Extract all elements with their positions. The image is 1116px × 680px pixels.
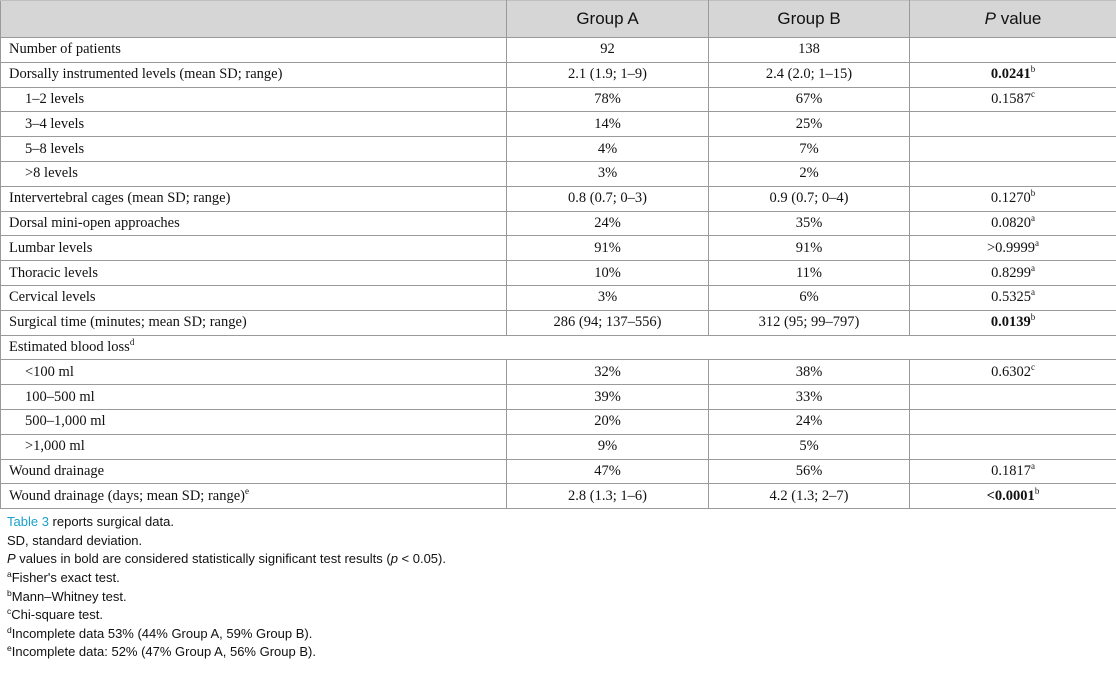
table-row [1,385,1116,410]
p-value [910,484,1116,509]
p-value [910,409,1116,434]
p-value-text: <0.0001 [986,487,1035,504]
group-a-value: 14% [507,112,709,137]
row-label [1,310,507,335]
group-a-value: 91% [507,236,709,261]
row-label-text: Surgical time (minutes; mean SD; range) [9,314,247,331]
footnote-text: Incomplete data 53% (44% Group A, 59% Group B). [11,625,313,641]
p-value [910,62,1116,87]
group-b-value: 24% [709,409,910,434]
p-value-text: 0.0820 [991,214,1031,231]
table-row [1,360,1116,385]
row-label-text: Intervertebral cages (mean SD; range) [9,190,231,207]
group-b-value: 2% [709,161,910,186]
table-row [1,434,1116,459]
table-row [1,261,1116,286]
group-a-value: 0.8 (0.7; 0–3) [507,186,709,211]
footnote-marker: a [1030,262,1035,273]
footnote-marker: b [1030,312,1036,323]
row-label [1,285,507,310]
pvalues-note-p2: p [390,551,398,567]
p-value [910,137,1116,162]
footnote-marker: b [1034,485,1040,496]
p-value [910,459,1116,484]
table-row [1,236,1116,261]
footnote-text: Mann–Whitney test. [11,588,127,604]
header-group-b: Group B [709,1,910,38]
group-a-value: 20% [507,409,709,434]
footnote-text: Incomplete data: 52% (47% Group A, 56% Group B). [11,644,316,660]
p-value-text: 0.8299 [991,264,1031,281]
table-row [1,285,1116,310]
p-value-text: 0.6302 [991,363,1031,380]
table-row [1,137,1116,162]
row-label-text: Cervical levels [9,289,96,306]
table-row [1,310,1116,335]
row-label-text: Number of patients [9,41,121,58]
p-value [910,310,1116,335]
caption-line [7,513,1116,532]
p-value-text: 0.0241 [990,66,1031,83]
footnote-marker: c [1030,361,1035,372]
group-a-value: 92 [507,38,709,63]
row-label-text: 100–500 ml [25,388,95,405]
group-a-value: 4% [507,137,709,162]
row-label-text: >1,000 ml [25,438,85,455]
footnote-mark: e [7,643,12,654]
row-label [1,484,507,509]
footnote-d [7,625,1116,644]
row-label-text: <100 ml [25,363,74,380]
row-label [1,62,507,87]
group-b-value: 91% [709,236,910,261]
row-label-text: 5–8 levels [25,140,85,157]
group-a-value: 3% [507,161,709,186]
footnote-marker: a [1035,237,1040,248]
group-a-value: 9% [507,434,709,459]
p-value-text: 0.0139 [990,314,1031,331]
p-value [910,236,1116,261]
group-b-value: 312 (95; 99–797) [709,310,910,335]
footnote-marker: b [1030,64,1036,75]
group-a-value: 2.8 (1.3; 1–6) [507,484,709,509]
row-label-text: Estimated blood loss [9,338,130,355]
row-label [1,360,507,385]
p-value [910,285,1116,310]
footnote-marker: a [1030,212,1035,223]
row-label [1,335,1116,360]
row-label [1,38,507,63]
group-b-value: 35% [709,211,910,236]
group-a-value: 39% [507,385,709,410]
footnote-mark: b [7,587,12,598]
table-row [1,161,1116,186]
row-label-text: 3–4 levels [25,115,85,132]
footnote-marker: a [1030,460,1035,471]
row-label [1,137,507,162]
table-row [1,62,1116,87]
p-value [910,360,1116,385]
group-b-value: 5% [709,434,910,459]
p-value-text: 0.1270 [990,190,1031,207]
footnote-marker: a [1030,287,1035,298]
table-row [1,459,1116,484]
footnote-mark: c [7,606,12,617]
table-body [1,38,1116,509]
p-value [910,38,1116,63]
footnote-mark: a [7,568,12,579]
footnote-mark: d [7,624,12,635]
table-row [1,211,1116,236]
row-label [1,211,507,236]
group-a-value: 286 (94; 137–556) [507,310,709,335]
group-a-value: 10% [507,261,709,286]
p-value-text: 0.1817 [991,462,1031,479]
group-b-value: 38% [709,360,910,385]
footnote-a [7,569,1116,588]
table-row [1,409,1116,434]
row-label-text: 500–1,000 ml [25,413,106,430]
row-label-text: 1–2 levels [25,90,85,107]
group-b-value: 25% [709,112,910,137]
sd-note: SD, standard deviation. [7,532,143,548]
p-value [910,87,1116,112]
group-a-value: 78% [507,87,709,112]
group-b-value: 7% [709,137,910,162]
p-value-text: >0.9999 [986,239,1036,256]
row-label-text: Dorsally instrumented levels (mean SD; range) [9,66,283,83]
footnote-marker: c [1030,88,1035,99]
group-a-value: 3% [507,285,709,310]
p-value-text: 0.5325 [991,289,1031,306]
pvalues-note-mid: values in bold are considered statistically significant test results ( [15,551,391,567]
footnote-text: Chi-square test. [11,607,104,623]
row-label-text: Wound drainage (days; mean SD; range) [9,487,245,504]
pvalues-note-p: P [7,551,16,567]
group-b-value: 56% [709,459,910,484]
p-value [910,211,1116,236]
row-label-text: Wound drainage [9,462,105,479]
p-value [910,186,1116,211]
row-label [1,261,507,286]
row-label [1,434,507,459]
group-b-value: 0.9 (0.7; 0–4) [709,186,910,211]
table-row [1,484,1116,509]
header-p-italic: P [984,9,996,28]
footnote-marker: d [129,336,135,347]
table-row [1,186,1116,211]
row-label [1,161,507,186]
row-label [1,87,507,112]
header-p-value [910,1,1116,38]
group-b-value: 138 [709,38,910,63]
pvalues-note [7,550,1116,569]
group-a-value: 32% [507,360,709,385]
header-p-rest: value [995,9,1042,28]
caption-text: reports surgical data. [48,514,174,530]
table-row [1,335,1116,360]
row-label-text: Thoracic levels [9,264,98,281]
row-label [1,112,507,137]
row-label [1,409,507,434]
group-a-value: 2.1 (1.9; 1–9) [507,62,709,87]
footnote-b [7,588,1116,607]
pvalues-note-end: < 0.05). [397,551,446,567]
table-header-row [1,1,1116,38]
group-b-value: 2.4 (2.0; 1–15) [709,62,910,87]
p-value [910,161,1116,186]
footnote-text: Fisher's exact test. [11,569,120,585]
footnotes [7,568,1116,660]
row-label-text: >8 levels [25,165,78,182]
table-notes [7,513,1116,660]
footnote-c [7,606,1116,625]
row-label [1,236,507,261]
table-row [1,87,1116,112]
p-value [910,434,1116,459]
p-value-text: 0.1587 [991,90,1031,107]
p-value [910,112,1116,137]
group-b-value: 67% [709,87,910,112]
table-row [1,38,1116,63]
row-label-text: Lumbar levels [9,239,93,256]
table-row [1,112,1116,137]
footnote-e [7,643,1116,662]
row-label [1,186,507,211]
row-label [1,459,507,484]
group-b-value: 11% [709,261,910,286]
group-b-value: 33% [709,385,910,410]
header-group-a: Group A [507,1,709,38]
group-b-value: 4.2 (1.3; 2–7) [709,484,910,509]
table-reference-link[interactable]: Table 3 [7,514,49,530]
group-a-value: 47% [507,459,709,484]
footnote-marker: e [245,485,249,496]
p-value [910,385,1116,410]
footnote-marker: b [1030,188,1036,199]
p-value [910,261,1116,286]
header-label-column [1,1,507,38]
group-a-value: 24% [507,211,709,236]
row-label [1,385,507,410]
row-label-text: Dorsal mini-open approaches [9,214,180,231]
group-b-value: 6% [709,285,910,310]
